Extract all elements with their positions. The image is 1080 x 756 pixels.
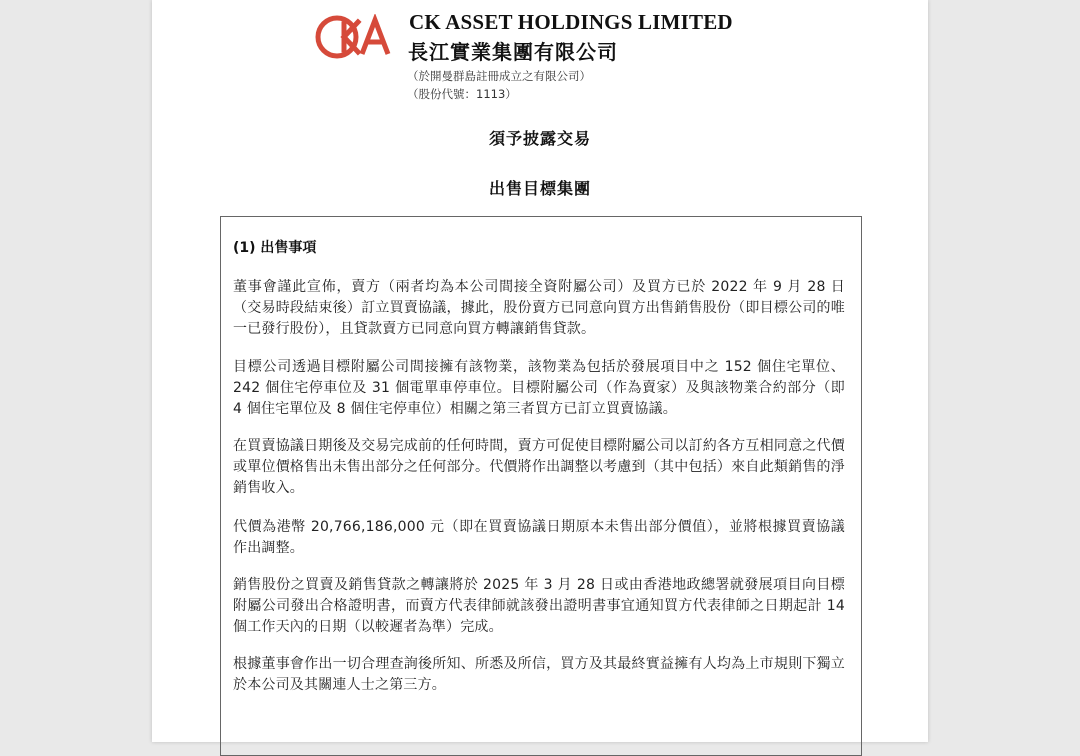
stock-code: （股份代號：1113）	[407, 87, 517, 101]
ck-logo-icon	[314, 14, 392, 60]
paragraph: 目標公司透過目標附屬公司間接擁有該物業，該物業為包括於發展項目中之 152 個住宅單位、242 個住宅停車位及 31 個電單車停車位。目標附屬公司（作為賣家）及與該物業合約部分（即 4 個住宅單位及 8 個住宅停車位）相關之第三者買方已訂立買賣協議。	[233, 359, 845, 417]
document-page	[152, 0, 928, 742]
paragraph: 董事會謹此宣佈，賣方（兩者均為本公司間接全資附屬公司）及買方已於 2022 年 9 月 28 日（交易時段結束後）訂立買賣協議，據此，股份賣方已同意向買方出售銷售股份（即目標公司的唯一已發行股份），且貸款賣方已同意向買方轉讓銷售貸款。	[233, 279, 845, 337]
paragraph: 根據董事會作出一切合理查詢後所知、所悉及所信，買方及其最終實益擁有人均為上市規則下獨立於本公司及其關連人士之第三方。	[233, 656, 845, 693]
announcement-box	[220, 216, 862, 756]
document-subtitle: 出售目標集團	[488, 179, 591, 198]
company-name-zh: 長江實業集團有限公司	[408, 40, 618, 64]
paragraph: 在買賣協議日期後及交易完成前的任何時間，賣方可促使目標附屬公司以訂約各方互相同意之代價或單位價格售出未售出部分之任何部分。代價將作出調整以考慮到（其中包括）來自此類銷售的淨銷售收入。	[233, 438, 845, 496]
paragraph: 代價為港幣 20,766,186,000 元（即在買賣協議日期原本未售出部分價值），並將根據買賣協議作出調整。	[233, 519, 845, 556]
paragraph: 銷售股份之買賣及銷售貸款之轉讓將於 2025 年 3 月 28 日或由香港地政總署就發展項目向目標附屬公司發出合格證明書，而賣方代表律師就該發出證明書事宜通知買方代表律師之日期起計 14 個工作天內的日期（以較遲者為準）完成。	[233, 577, 845, 635]
section-title: (1) 出售事項	[233, 240, 317, 256]
incorporation-note: （於開曼群島註冊成立之有限公司）	[407, 69, 591, 83]
document-title: 須予披露交易	[488, 129, 591, 148]
company-name-en: CK ASSET HOLDINGS LIMITED	[409, 10, 733, 34]
